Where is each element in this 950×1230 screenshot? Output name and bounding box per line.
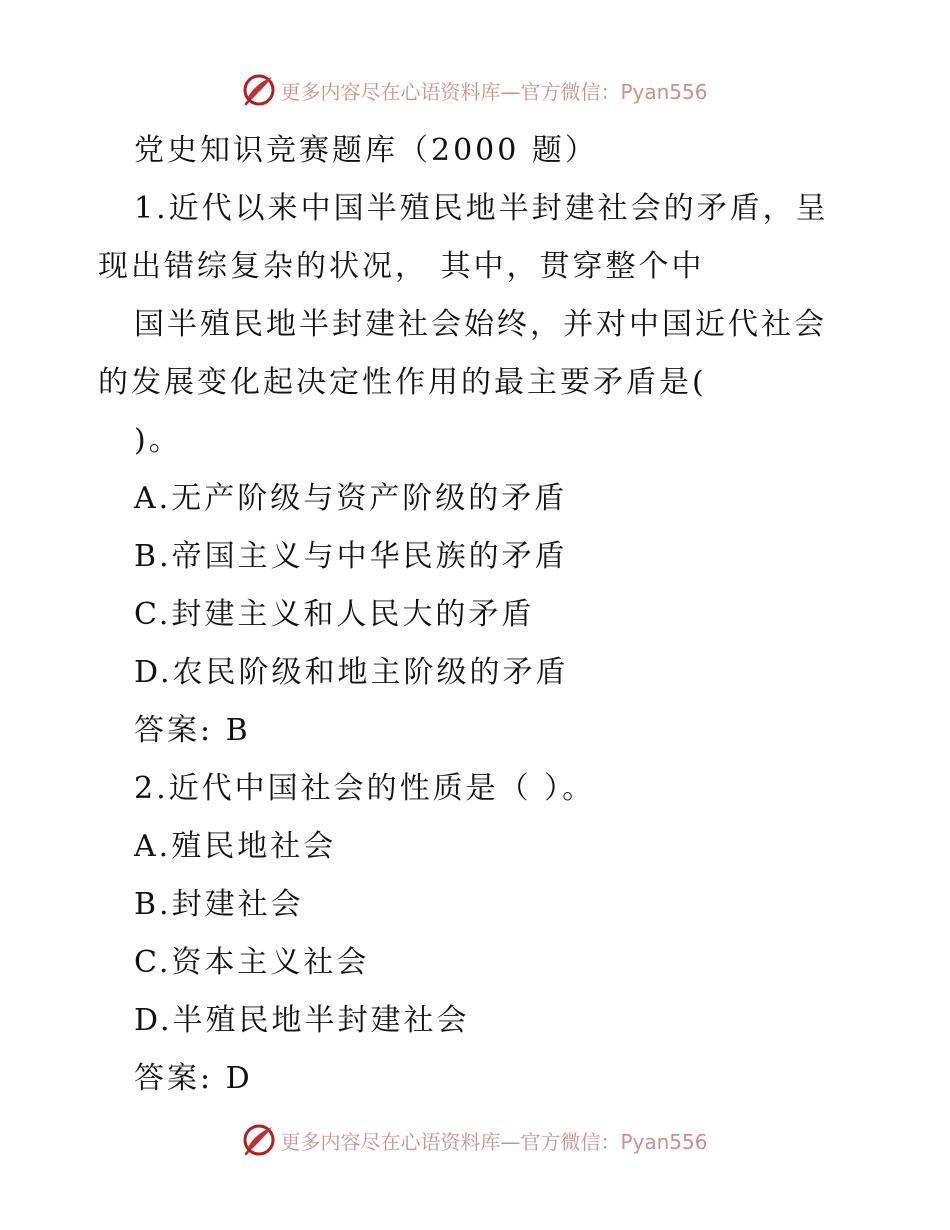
- question-1-line-3: 国半殖民地半封建社会始终，并对中国近代社会: [134, 307, 827, 342]
- question-1-line-5: )。: [134, 423, 182, 458]
- question-1-option-d: D.农民阶级和地主阶级的矛盾: [134, 655, 569, 690]
- feather-pen-logo-icon: [242, 73, 276, 107]
- question-2-option-c: C.资本主义社会: [134, 945, 370, 980]
- document-body: [98, 122, 858, 1108]
- question-1-option-c: C.封建主义和人民大的矛盾: [134, 597, 535, 632]
- question-2-option-b: B.封建社会: [134, 887, 304, 922]
- question-1-option-b: B.帝国主义与中华民族的矛盾: [134, 539, 568, 574]
- feather-pen-logo-icon: [242, 1123, 276, 1157]
- question-1-line-4: 的发展变化起决定性作用的最主要矛盾是(: [98, 365, 707, 400]
- document-title: 党史知识竞赛题库（2000 题）: [134, 133, 598, 168]
- question-1-line-1: 1.近代以来中国半殖民地半封建社会的矛盾，呈: [134, 191, 829, 226]
- watermark-header: [0, 70, 950, 110]
- question-1-answer: 答案: B: [134, 713, 251, 748]
- watermark-text: 更多内容尽在心语资料库—官方微信：Pyan556: [280, 1129, 708, 1154]
- question-2-option-d: D.半殖民地半封建社会: [134, 1003, 470, 1038]
- question-1-option-a: A.无产阶级与资产阶级的矛盾: [134, 481, 568, 516]
- question-2-answer: 答案: D: [134, 1061, 253, 1096]
- watermark-footer: [0, 1120, 950, 1160]
- question-1-line-2: 现出错综复杂的状况， 其中，贯穿整个中: [98, 249, 705, 284]
- question-2-option-a: A.殖民地社会: [134, 829, 337, 864]
- question-2-stem: 2.近代中国社会的性质是（ ）。: [134, 771, 596, 806]
- watermark-text: 更多内容尽在心语资料库—官方微信：Pyan556: [280, 79, 708, 104]
